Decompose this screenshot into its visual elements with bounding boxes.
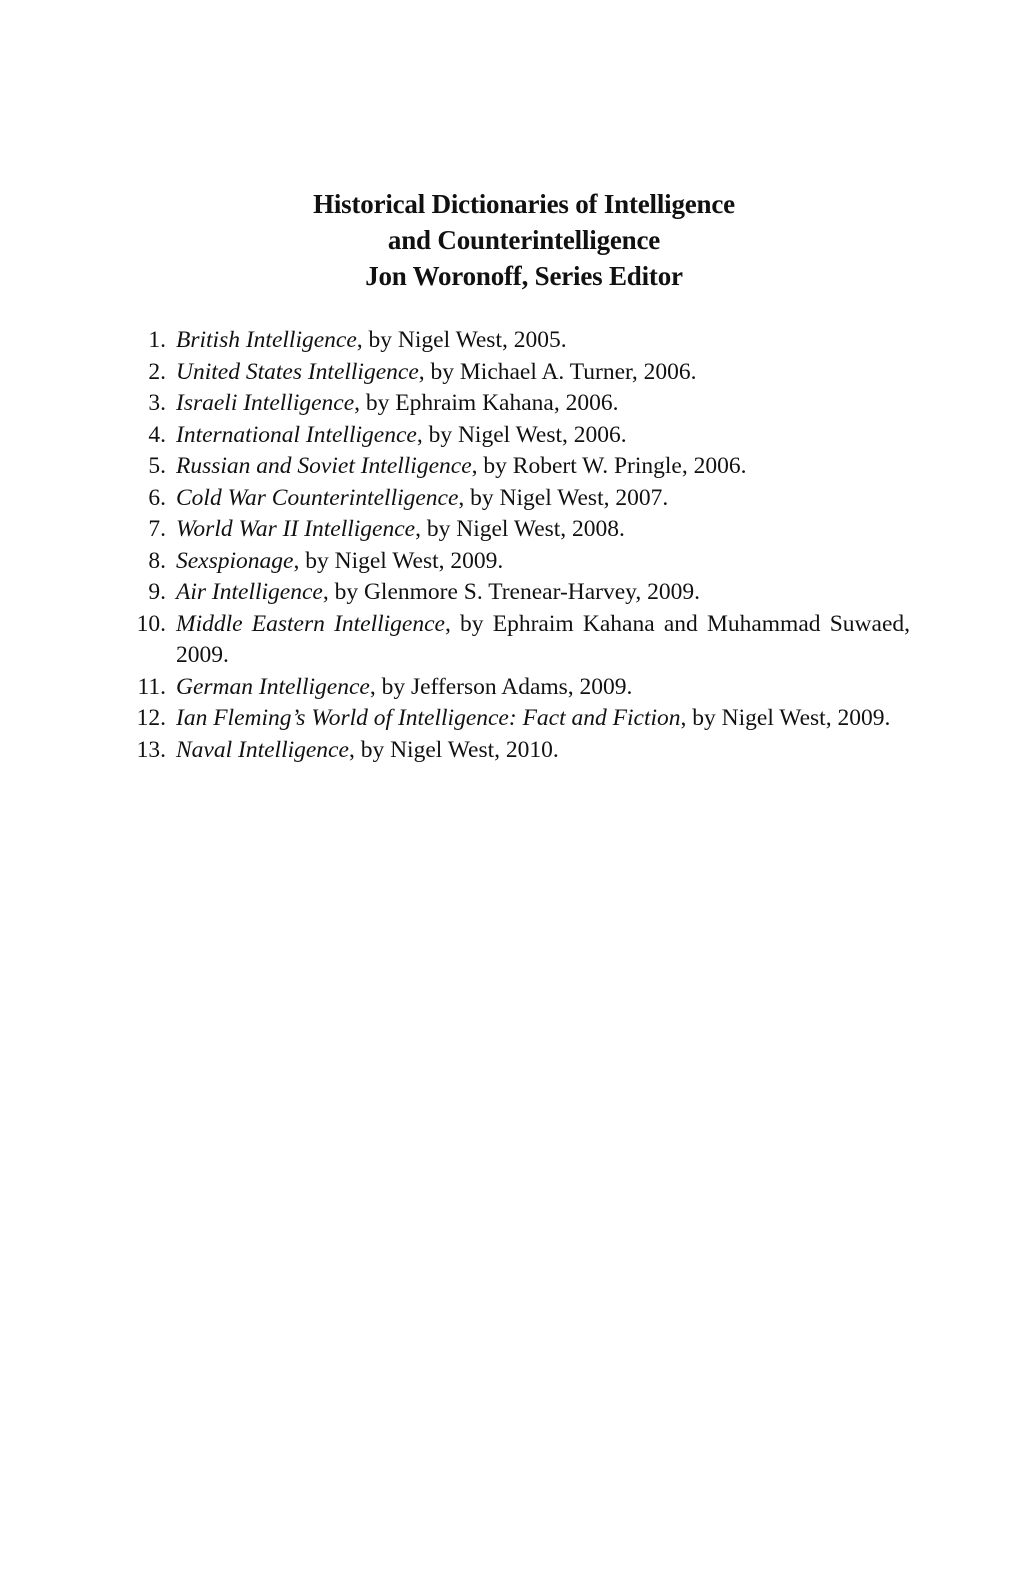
book-title: German Intelligence: [176, 673, 370, 700]
item-text: [176, 357, 910, 389]
book-details: , by Ephraim Kahana and Muhammad Suwaed, 2009.: [176, 610, 910, 668]
book-details: , by Nigel West, 2007.: [458, 484, 669, 511]
book-details: , by Robert W. Pringle, 2006.: [471, 453, 747, 479]
series-title-line-2: and Counterintelligence: [387, 225, 661, 255]
item-number: 3.: [148, 390, 166, 416]
item-number: 1.: [148, 327, 166, 353]
item-number: 6.: [148, 484, 166, 511]
item-number: 13.: [136, 736, 166, 763]
book-details: , by Jefferson Adams, 2009.: [369, 673, 633, 700]
item-number: 7.: [148, 516, 166, 542]
item-number: 9.: [148, 579, 166, 605]
item-text: [176, 735, 910, 767]
book-details: , by Glenmore S. Trenear-Harvey, 2009.: [322, 579, 701, 605]
list-item: [134, 325, 910, 357]
item-number: 5.: [148, 453, 166, 479]
book-details: , by Ephraim Kahana, 2006.: [354, 390, 619, 416]
book-title: United States Intelligence: [176, 358, 419, 385]
book-title: Cold War Counterintelligence: [176, 484, 459, 511]
item-text: [176, 577, 910, 609]
item-number: 12.: [136, 705, 166, 731]
item-number: 10.: [136, 610, 166, 637]
list-item: [134, 357, 910, 389]
list-item: [134, 672, 910, 704]
book-title: International Intelligence: [176, 421, 417, 448]
item-number: 4.: [148, 421, 166, 448]
book-title: British Intelligence: [176, 327, 357, 353]
list-item: [134, 388, 910, 420]
book-title: Russian and Soviet Intelligence: [176, 453, 472, 479]
book-details: , by Nigel West, 2006.: [416, 421, 627, 448]
item-number: 11.: [137, 673, 166, 700]
series-editor: Jon Woronoff, Series Editor: [365, 261, 683, 291]
item-text: [176, 420, 910, 452]
book-details: , by Nigel West, 2009.: [680, 705, 891, 731]
book-title: Naval Intelligence: [176, 736, 349, 763]
list-item: [134, 735, 910, 767]
list-item: [134, 483, 910, 515]
series-heading: [0, 186, 1024, 294]
book-details: , by Nigel West, 2008.: [415, 516, 625, 542]
series-title-line-1: Historical Dictionaries of Intelligence: [313, 189, 735, 219]
book-title: Air Intelligence: [176, 579, 323, 605]
list-item: [134, 451, 910, 483]
item-number: 8.: [148, 547, 166, 574]
item-text: [176, 672, 910, 704]
book-details: , by Nigel West, 2009.: [293, 547, 504, 574]
list-item: [134, 420, 910, 452]
book-details: , by Nigel West, 2005.: [356, 327, 567, 353]
book-details: , by Michael A. Turner, 2006.: [418, 358, 697, 385]
list-item: [134, 546, 910, 578]
item-text: [176, 388, 910, 420]
item-text: [176, 325, 910, 357]
item-text: [176, 609, 910, 672]
book-title: Israeli Intelligence: [176, 390, 355, 416]
item-text: [176, 451, 910, 483]
book-title: Ian Fleming’s World of Intelligence: Fact and Fiction: [176, 705, 681, 731]
item-number: 2.: [148, 358, 166, 385]
book-title: Middle Eastern Intelligence: [176, 610, 445, 637]
series-book-list: [134, 325, 910, 766]
list-item: [134, 609, 910, 672]
item-text: [176, 546, 910, 578]
book-details: , by Nigel West, 2010.: [348, 736, 559, 763]
list-item: [134, 703, 910, 735]
list-item: [134, 577, 910, 609]
item-text: [176, 703, 910, 735]
book-title: Sexspionage: [176, 547, 294, 574]
item-text: [176, 483, 910, 515]
list-item: [134, 514, 910, 546]
book-title: World War II Intelligence: [176, 516, 416, 542]
item-text: [176, 514, 910, 546]
